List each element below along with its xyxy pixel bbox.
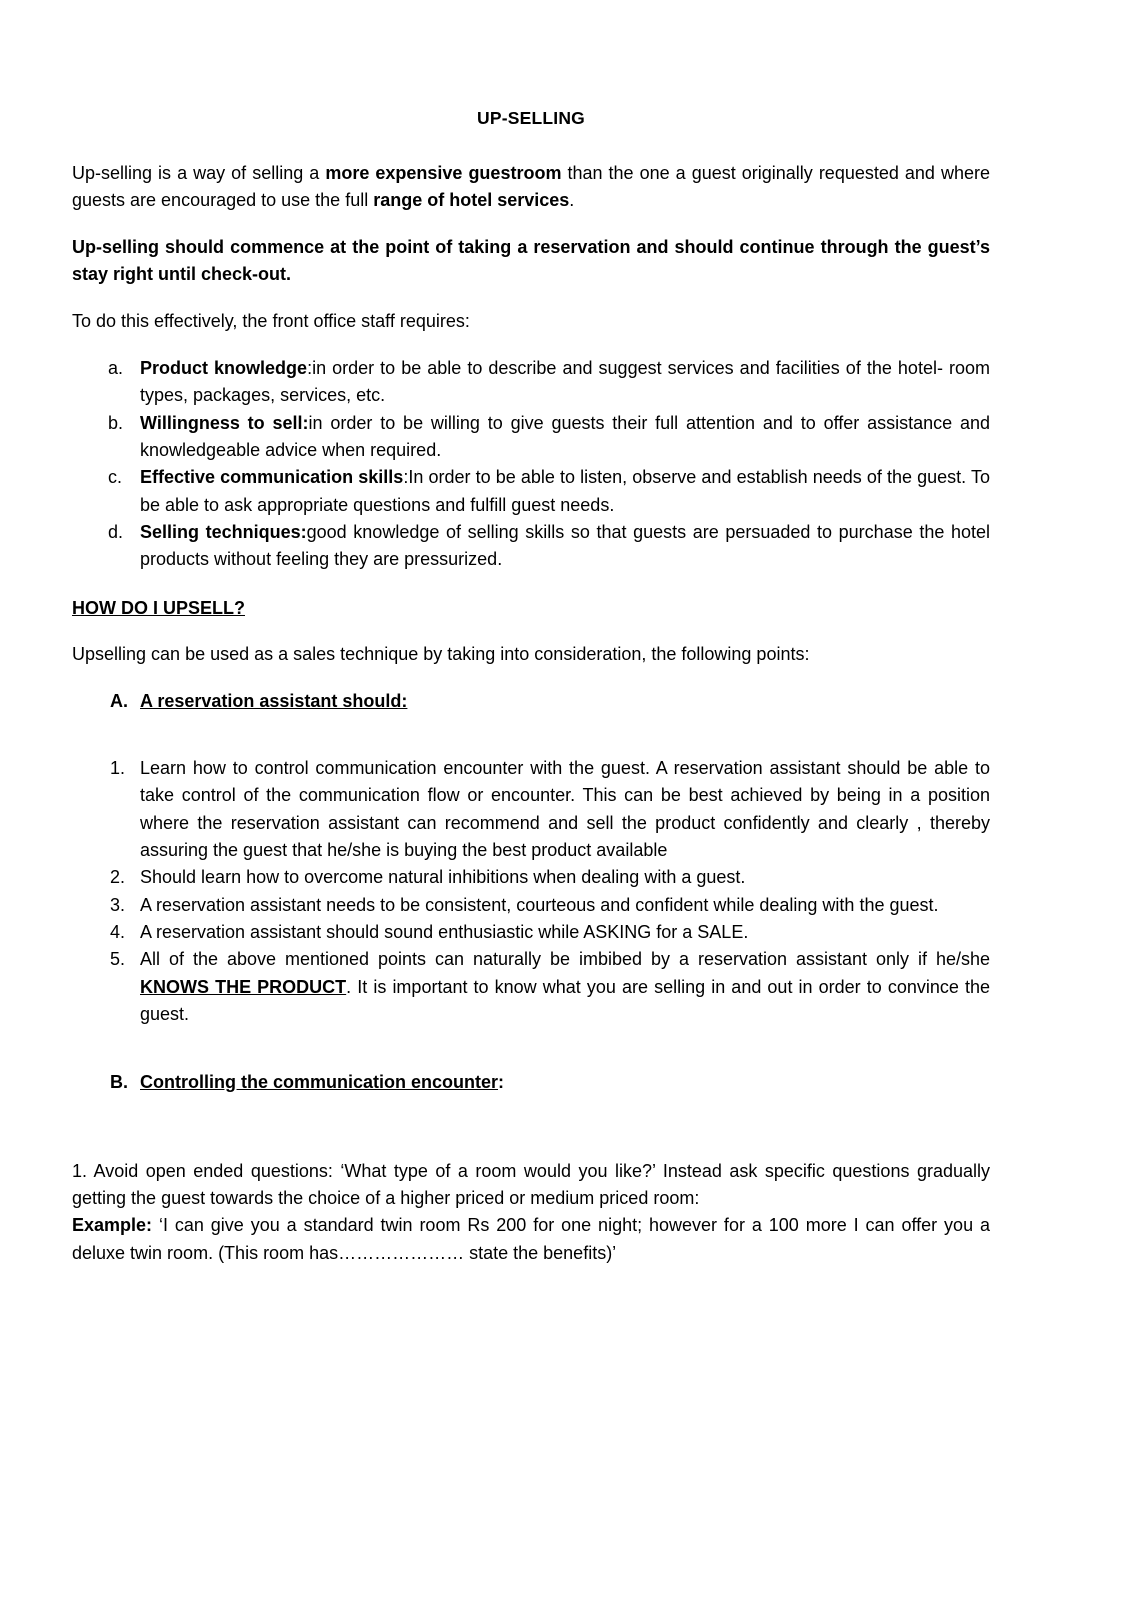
list-item xyxy=(72,919,990,946)
list-marker: d. xyxy=(108,522,124,543)
list-item-text: A reservation assistant should sound enthusiastic while ASKING for a SALE. xyxy=(140,922,749,943)
list-marker: 1. xyxy=(110,757,126,778)
list-item xyxy=(72,519,990,574)
list-item xyxy=(72,892,990,919)
requirement-term: Effective communication skills xyxy=(140,467,404,488)
requirement-description: in order to be able to describe and suggest services and facilities of the hotel- room types, packages, services, etc. xyxy=(140,357,990,406)
list-marker: a. xyxy=(108,357,124,378)
intro-p1-part1: Up-selling is a way of selling a xyxy=(72,162,326,183)
requirement-term-suffix: : xyxy=(307,357,313,378)
section-a-heading-label: A reservation assistant should: xyxy=(140,690,408,711)
list-item-text-after: . It is important to know what you are selling in and out in order to convince the guest. xyxy=(140,976,990,1025)
spacer xyxy=(72,1029,990,1069)
section-b-heading-label: Controlling the communication encounter xyxy=(140,1071,499,1092)
spacer xyxy=(72,1096,990,1136)
list-item xyxy=(72,355,990,410)
list-item-text: Learn how to control communication encounter with the guest. A reservation assistant should be able to take control of the communication flow or encounter. This can be best achieved by being in a position where the reservation assistant can recommend and sell the product confidently and clearly , thereby assuring the guest that he/she is buying the best product available xyxy=(140,757,990,861)
intro-paragraph-3: To do this effectively, the front office staff requires: xyxy=(72,310,470,331)
how-do-i-upsell-heading: HOW DO I UPSELL? xyxy=(72,597,245,618)
requirement-term: Selling techniques: xyxy=(140,522,307,543)
spacer xyxy=(72,715,990,755)
list-marker: c. xyxy=(108,467,123,488)
spacer xyxy=(72,1136,990,1158)
list-item xyxy=(72,410,990,465)
intro-paragraph-2: Up-selling should commence at the point of taking a reservation and should continue through the guest’s stay right until check-out. xyxy=(72,236,990,284)
requirement-description: good knowledge of selling skills so that guests are persuaded to purchase the hotel products without feeling they are pressurized. xyxy=(140,522,990,570)
list-item xyxy=(72,464,990,519)
section-b-example xyxy=(72,1212,990,1267)
list-marker: b. xyxy=(108,412,124,433)
requirement-description: in order to be willing to give guests their full attention and to offer assistance and knowledgeable advice when required. xyxy=(140,412,990,460)
intro-p1-bold1: more expensive guestroom xyxy=(325,162,562,183)
list-marker: 3. xyxy=(110,894,126,915)
section-b-heading xyxy=(72,1069,990,1096)
list-marker: 4. xyxy=(110,922,126,943)
requirement-term: Product knowledge xyxy=(140,357,308,378)
page-title: UP-SELLING xyxy=(477,108,585,128)
section-a-marker: A. xyxy=(110,690,128,711)
intro-p1-bold2: range of hotel services xyxy=(373,189,570,210)
list-marker: 5. xyxy=(110,949,126,970)
list-item-emphasis: KNOWS THE PRODUCT xyxy=(140,976,347,997)
list-item xyxy=(72,946,990,1028)
list-marker: 2. xyxy=(110,867,126,888)
section-b-item-1: 1. Avoid open ended questions: ‘What type of a room would you like?’ Instead ask specific questions gradually getting the guest towards the choice of a higher priced or medium priced room: xyxy=(72,1160,990,1208)
intro-paragraph-1 xyxy=(72,160,990,214)
section-b-marker: B. xyxy=(110,1071,128,1092)
list-item xyxy=(72,755,990,864)
requirement-term-suffix: : xyxy=(403,467,409,488)
example-text: ‘I can give you a standard twin room Rs 200 for one night; however for a 100 more I can offer you a deluxe twin room. (This room has………………… state the benefits)’ xyxy=(72,1215,990,1263)
section-a-heading xyxy=(72,688,990,715)
list-item xyxy=(72,864,990,891)
requirements-list xyxy=(72,355,990,574)
requirement-term: Willingness to sell: xyxy=(140,412,309,433)
section-a-items xyxy=(72,755,990,1029)
list-item-text: A reservation assistant needs to be consistent, courteous and confident while dealing with the guest. xyxy=(140,894,939,915)
section-b-heading-suffix: : xyxy=(498,1071,505,1092)
intro-p1-part3: . xyxy=(569,189,575,210)
example-label: Example: xyxy=(72,1215,153,1236)
list-item-text-before: All of the above mentioned points can naturally be imbibed by a reservation assistant only if he/she xyxy=(140,949,990,970)
intro-p1-part2: than the one a guest originally requested and where guests are encouraged to use the full xyxy=(72,162,990,210)
document-body xyxy=(72,108,990,1267)
list-item-text: Should learn how to overcome natural inhibitions when dealing with a guest. xyxy=(140,867,746,888)
how-intro-paragraph: Upselling can be used as a sales technique by taking into consideration, the following points: xyxy=(72,643,810,664)
requirement-description: In order to be able to listen, observe and establish needs of the guest. To be able to ask appropriate questions and fulfill guest needs. xyxy=(140,467,990,515)
